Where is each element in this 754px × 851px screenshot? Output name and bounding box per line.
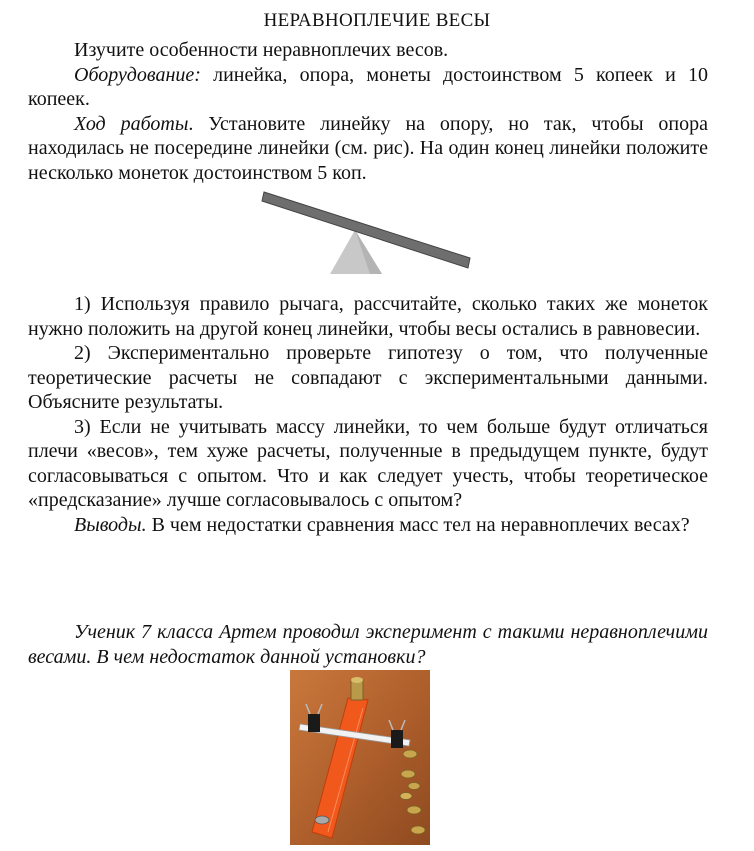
- task-1: 1) Используя правило рычага, рассчитайте, сколько таких же монеток нужно положить на другой конец линейки, чтобы весы остались в равновесии.: [28, 293, 708, 340]
- task-2: 2) Экспериментально проверьте гипотезу о том, что полученные теоретические расчеты не совпадают с экспериментальными данными. Объясните результаты.: [28, 342, 708, 413]
- lever-figure: [255, 188, 480, 280]
- intro-block: [28, 38, 708, 185]
- task-3: 3) Если не учитывать массу линейки, то чем больше будут отличаться плечи «весов», тем хуже расчеты, полученные в предыдущем пункте, будут согласовываться с опытом. Что и как следует учесть, чтобы теоретическое «предсказание» лучше согласовывалось с опытом?: [28, 415, 708, 511]
- student-note-block: [28, 620, 708, 669]
- conclusions-label: Выводы.: [74, 513, 147, 536]
- tasks-block: [28, 292, 708, 537]
- procedure-text: . Установите линейку на опору, но так, чтобы опора находилась не посередине линейки (см. рис). На один конец линейки положите несколько монеток достоинством 5 коп.: [28, 112, 708, 184]
- procedure-paragraph: [28, 112, 708, 186]
- page-title: НЕРАВНОПЛЕЧИЕ ВЕСЫ: [263, 10, 491, 31]
- student-note: Ученик 7 класса Артем проводил эксперимент с такими неравноплечими весами. В чем недостаток данной установки?: [28, 621, 708, 668]
- conclusions-text: В чем недостатки сравнения масс тел на неравноплечих весах?: [146, 513, 690, 536]
- equipment-text: линейка, опора, монеты достоинством 5 копеек и 10 копеек.: [28, 63, 708, 110]
- equipment-label: Оборудование:: [74, 63, 201, 86]
- conclusions-paragraph: [28, 513, 708, 538]
- intro-text: Изучите особенности неравноплечих весов.: [74, 39, 449, 61]
- equipment-paragraph: [28, 63, 708, 112]
- experiment-photo: [290, 670, 430, 845]
- procedure-label: Ход работы: [74, 112, 189, 135]
